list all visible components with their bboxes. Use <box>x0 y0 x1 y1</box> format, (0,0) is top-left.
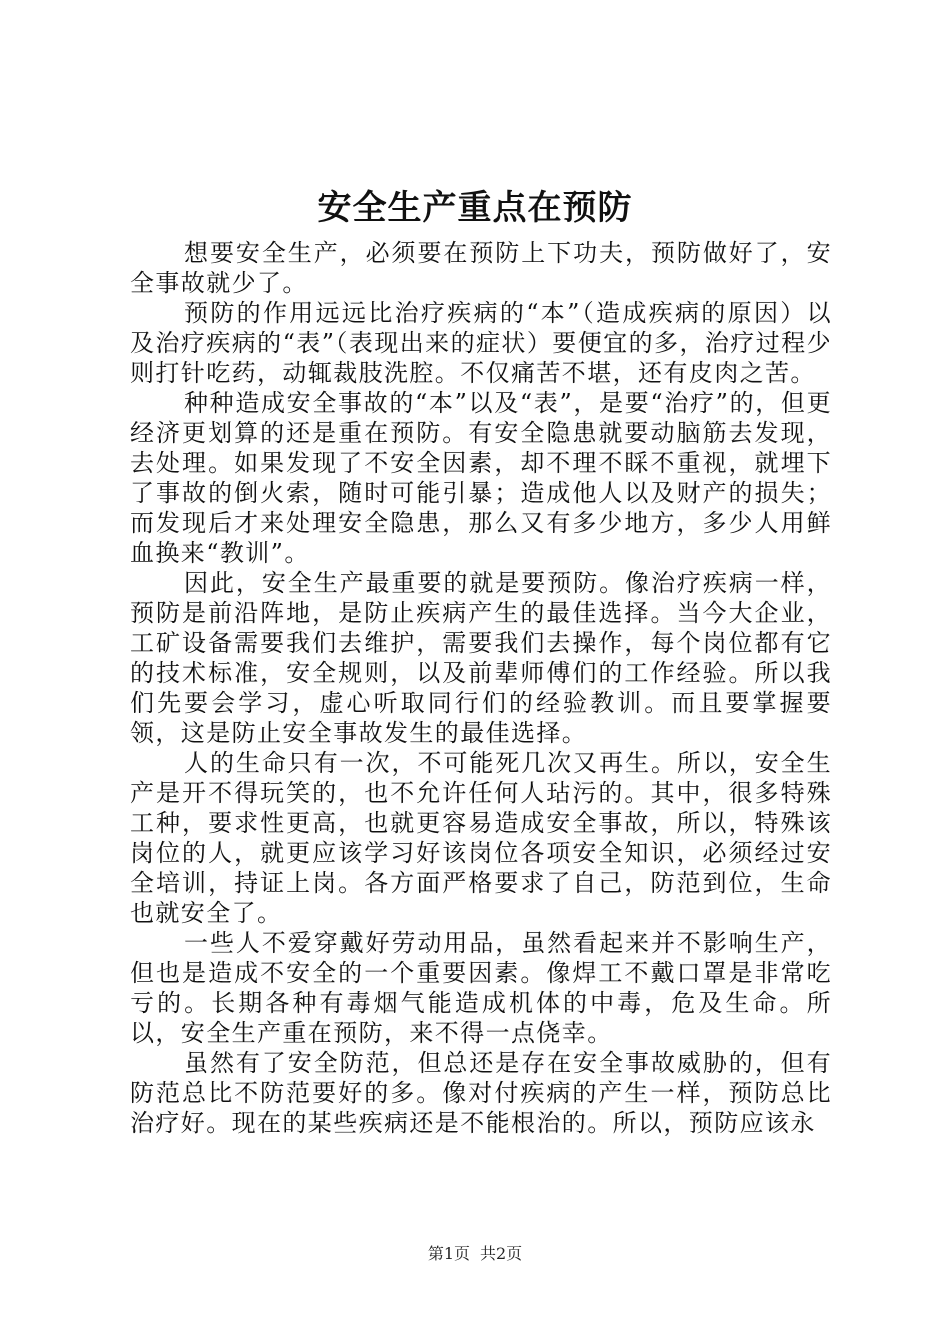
paragraph-4: 因此，安全生产最重要的就是要预防。像治疗疾病一样，预防是前沿阵地，是防止疾病产生的最佳选择。当今大企业，工矿设备需要我们去维护，需要我们去操作，每个岗位都有它的技术标准，安全规则，以及前辈师傅们的工作经验。所以我们先要会学习，虚心听取同行们的经验教训。而且要掌握要领，这是防止安全事故发生的最佳选择。 <box>130 569 832 747</box>
paragraph-2: 预防的作用远远比治疗疾病的“本”（造成疾病的原因）以及治疗疾病的“表”（表现出来的症状）要便宜的多，治疗过程少则打针吃药，动辄裁肢洗腔。不仅痛苦不堪，还有皮肉之苦。 <box>130 299 832 387</box>
paragraph-1: 想要安全生产，必须要在预防上下功夫，预防做好了，安全事故就少了。 <box>130 239 832 297</box>
page-total: 共2页 <box>480 1244 523 1263</box>
page-footer <box>0 1244 950 1264</box>
document-body <box>130 238 832 1138</box>
page-number: 第1页 <box>427 1244 470 1263</box>
paragraph-5: 人的生命只有一次，不可能死几次又再生。所以，安全生产是开不得玩笑的，也不允许任何人玷污的。其中，很多特殊工种，要求性更高，也就更容易造成安全事故，所以，特殊该岗位的人，就更应该学习好该岗位各项安全知识，必须经过安全培训，持证上岗。各方面严格要求了自己，防范到位，生命也就安全了。 <box>130 749 832 927</box>
paragraph-6: 一些人不爱穿戴好劳动用品，虽然看起来并不影响生产，但也是造成不安全的一个重要因素。像焊工不戴口罩是非常吃亏的。长期各种有毒烟气能造成机体的中毒，危及生命。所以，安全生产重在预防，来不得一点侥幸。 <box>130 929 832 1047</box>
paragraph-7: 虽然有了安全防范，但总还是存在安全事故威胁的，但有防范总比不防范要好的多。像对付疾病的产生一样，预防总比治疗好。现在的某些疾病还是不能根治的。所以，预防应该永 <box>130 1049 832 1137</box>
paragraph-3: 种种造成安全事故的“本”以及“表”，是要“治疗”的，但更经济更划算的还是重在预防。有安全隐患就要动脑筋去发现，去处理。如果发现了不安全因素，却不理不睬不重视，就埋下了事故的倒火索，随时可能引暴；造成他人以及财产的损失；而发现后才来处理安全隐患，那么又有多少地方，多少人用鲜血换来“教训”。 <box>130 389 832 567</box>
document-title: 安全生产重点在预防 <box>317 188 633 228</box>
